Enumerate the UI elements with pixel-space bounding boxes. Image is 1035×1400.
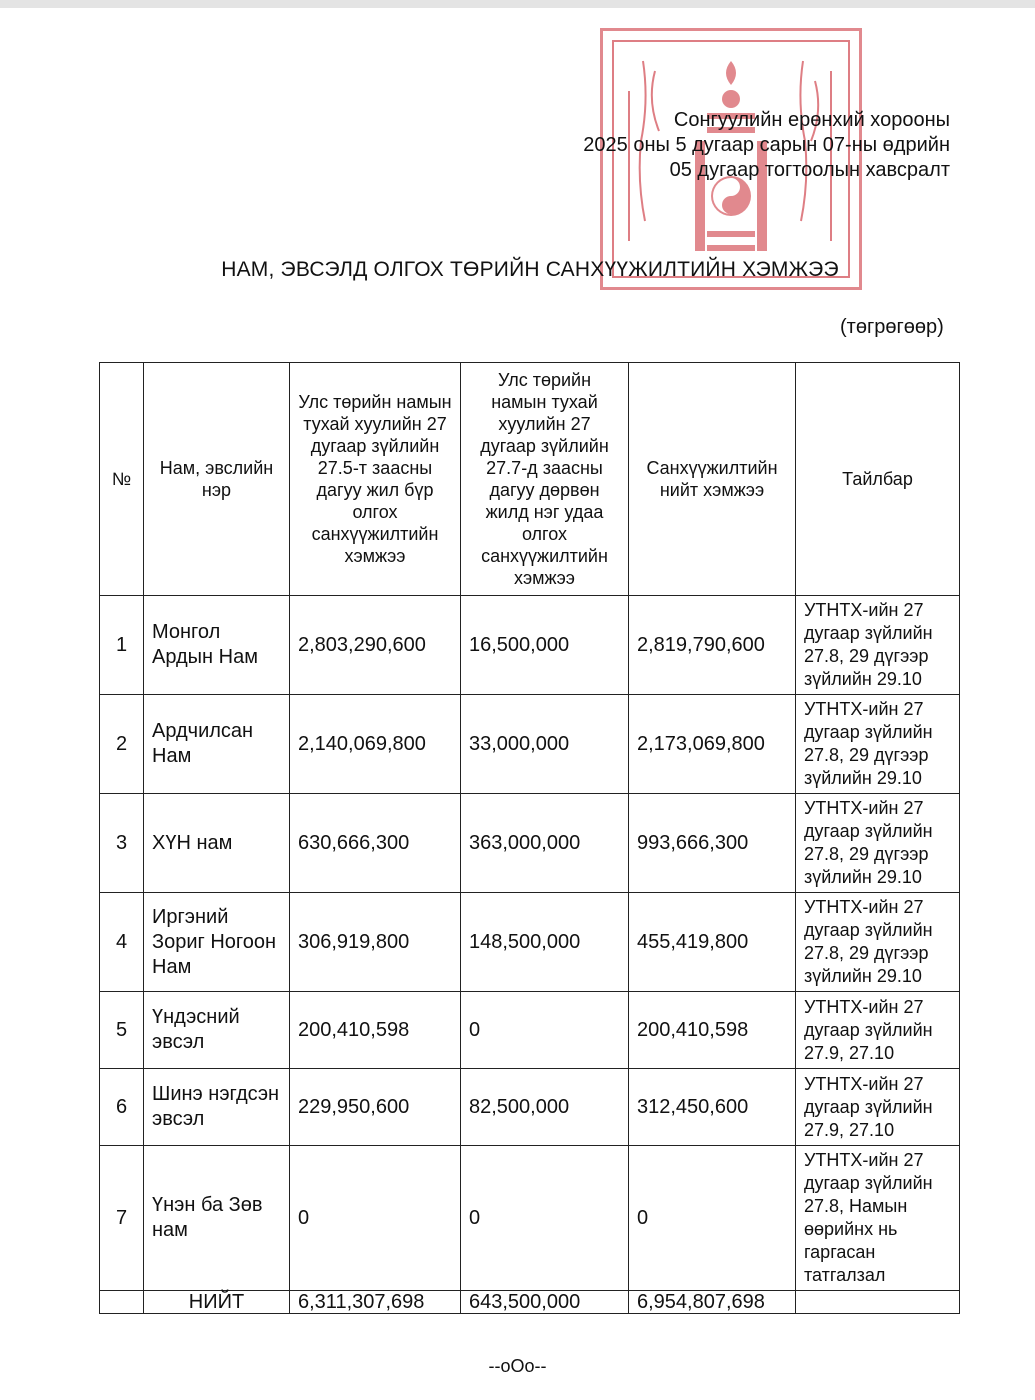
header-total-funding: Санхүүжилтийн нийт хэмжээ bbox=[629, 363, 796, 596]
total-amount: 2,173,069,800 bbox=[629, 695, 796, 794]
header-number: № bbox=[100, 363, 144, 596]
quadrennial-amount: 363,000,000 bbox=[461, 794, 629, 893]
row-number: 3 bbox=[100, 794, 144, 893]
totals-label: НИЙТ bbox=[144, 1291, 290, 1314]
table-row bbox=[100, 1069, 960, 1146]
row-number: 5 bbox=[100, 992, 144, 1069]
row-note: УТНТХ-ийн 27 дугаар зүйлийн 27.8, 29 дүгээр зүйлийн 29.10 bbox=[796, 596, 960, 695]
header-party-name: Нам, эвслийн нэр bbox=[144, 363, 290, 596]
quadrennial-amount: 33,000,000 bbox=[461, 695, 629, 794]
annual-amount: 2,803,290,600 bbox=[290, 596, 461, 695]
quadrennial-amount: 148,500,000 bbox=[461, 893, 629, 992]
header-annual-funding: Улс төрийн намын тухай хуулийн 27 дугаар зүйлийн 27.5-т заасны дагуу жил бүр олгох санхүүжилтийн хэмжээ bbox=[290, 363, 461, 596]
party-name: Үнэн ба Зөв нам bbox=[144, 1146, 290, 1291]
row-number: 4 bbox=[100, 893, 144, 992]
total-amount: 2,819,790,600 bbox=[629, 596, 796, 695]
row-note: УТНТХ-ийн 27 дугаар зүйлийн 27.8, 29 дүгээр зүйлийн 29.10 bbox=[796, 794, 960, 893]
quadrennial-amount: 0 bbox=[461, 1146, 629, 1291]
row-note: УТНТХ-ийн 27 дугаар зүйлийн 27.8, 29 дүгээр зүйлийн 29.10 bbox=[796, 695, 960, 794]
quadrennial-amount: 82,500,000 bbox=[461, 1069, 629, 1146]
row-number: 2 bbox=[100, 695, 144, 794]
party-name: Ардчилсан Нам bbox=[144, 695, 290, 794]
document-end-mark: --oOo-- bbox=[488, 1356, 547, 1376]
party-name: Иргэний Зориг Ногоон Нам bbox=[144, 893, 290, 992]
annual-amount: 200,410,598 bbox=[290, 992, 461, 1069]
row-note: УТНТХ-ийн 27 дугаар зүйлийн 27.9, 27.10 bbox=[796, 992, 960, 1069]
annex-header bbox=[540, 108, 950, 183]
header-quadrennial-funding: Улс төрийн намын тухай хуулийн 27 дугаар зүйлийн 27.7-д заасны дагуу дөрвөн жилд нэг удаа олгох санхүүжилтийн хэмжээ bbox=[461, 363, 629, 596]
party-name: ХҮН нам bbox=[144, 794, 290, 893]
total-amount: 0 bbox=[629, 1146, 796, 1291]
total-amount: 455,419,800 bbox=[629, 893, 796, 992]
table-row bbox=[100, 893, 960, 992]
quadrennial-amount: 16,500,000 bbox=[461, 596, 629, 695]
total-amount: 200,410,598 bbox=[629, 992, 796, 1069]
totals-quadrennial: 643,500,000 bbox=[461, 1291, 629, 1314]
annual-amount: 630,666,300 bbox=[290, 794, 461, 893]
document-title: НАМ, ЭВСЭЛД ОЛГОХ ТӨРИЙН САНХҮҮЖИЛТИЙН ХЭМЖЭЭ bbox=[221, 258, 839, 281]
row-number: 6 bbox=[100, 1069, 144, 1146]
annex-line-3: 05 дугаар тогтоолын хавсралт bbox=[669, 159, 950, 181]
annual-amount: 0 bbox=[290, 1146, 461, 1291]
funding-table bbox=[99, 362, 960, 1314]
totals-overall: 6,954,807,698 bbox=[629, 1291, 796, 1314]
table-row bbox=[100, 1146, 960, 1291]
total-amount: 312,450,600 bbox=[629, 1069, 796, 1146]
annual-amount: 306,919,800 bbox=[290, 893, 461, 992]
row-note: УТНТХ-ийн 27 дугаар зүйлийн 27.8, 29 дүгээр зүйлийн 29.10 bbox=[796, 893, 960, 992]
table-row bbox=[100, 992, 960, 1069]
row-number: 1 bbox=[100, 596, 144, 695]
annex-line-2: 2025 оны 5 дугаар сарын 07-ны өдрийн bbox=[583, 134, 950, 156]
table-row bbox=[100, 794, 960, 893]
totals-number-cell bbox=[100, 1291, 144, 1314]
header-note: Тайлбар bbox=[796, 363, 960, 596]
party-name: Шинэ нэгдсэн эвсэл bbox=[144, 1069, 290, 1146]
party-name: Үндэсний эвсэл bbox=[144, 992, 290, 1069]
total-amount: 993,666,300 bbox=[629, 794, 796, 893]
annex-line-1: Сонгуулийн ерөнхий хорооны bbox=[673, 109, 950, 131]
currency-unit-note: (төгрөгөөр) bbox=[840, 316, 944, 338]
totals-row bbox=[100, 1291, 960, 1314]
totals-note bbox=[796, 1291, 960, 1314]
annual-amount: 2,140,069,800 bbox=[290, 695, 461, 794]
row-note: УТНТХ-ийн 27 дугаар зүйлийн 27.8, Намын өөрийнх нь гаргасан татгалзал bbox=[796, 1146, 960, 1291]
table-header-row bbox=[100, 363, 960, 596]
annual-amount: 229,950,600 bbox=[290, 1069, 461, 1146]
totals-annual: 6,311,307,698 bbox=[290, 1291, 461, 1314]
table-row bbox=[100, 596, 960, 695]
row-note: УТНТХ-ийн 27 дугаар зүйлийн 27.9, 27.10 bbox=[796, 1069, 960, 1146]
top-bar bbox=[0, 0, 1035, 8]
party-name: Монгол Ардын Нам bbox=[144, 596, 290, 695]
row-number: 7 bbox=[100, 1146, 144, 1291]
table-row bbox=[100, 695, 960, 794]
quadrennial-amount: 0 bbox=[461, 992, 629, 1069]
